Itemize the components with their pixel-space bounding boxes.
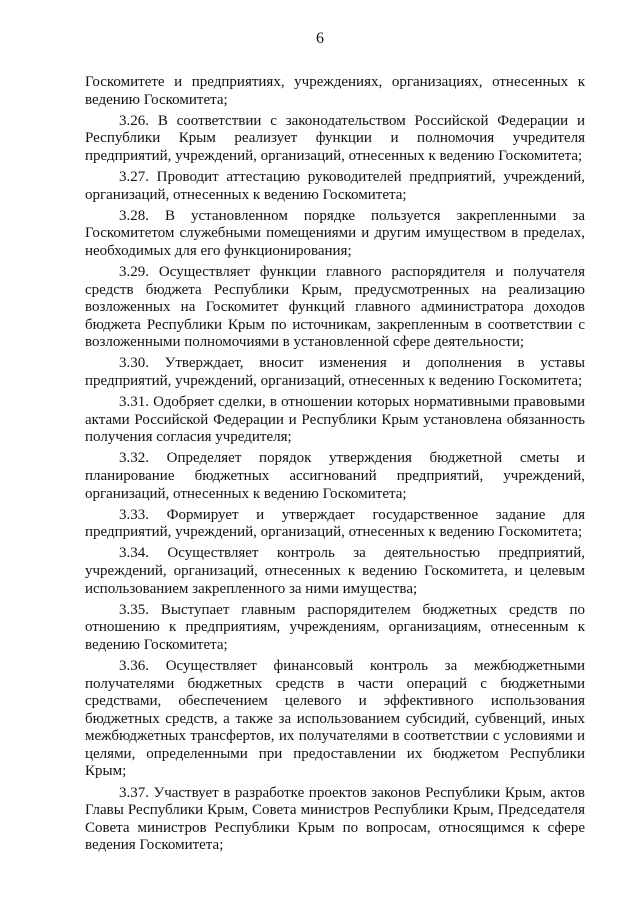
paragraph-3-35: 3.35. Выступает главным распорядителем бюджетных средств по отношению к предприятиям, учреждениям, организациям, отнесенным к ведению Госкомитета; (85, 601, 585, 653)
paragraph-3-34: 3.34. Осуществляет контроль за деятельностью предприятий, учреждений, организаций, отнесенных к ведению Госкомитета, и целевым использованием закрепленного за ними имущества; (85, 545, 585, 597)
paragraph-3-33: 3.33. Формирует и утверждает государственное задание для предприятий, учреждений, организаций, отнесенных к ведению Госкомитета; (85, 506, 585, 541)
page-number: 6 (316, 30, 324, 47)
paragraph-3-29: 3.29. Осуществляет функции главного распорядителя и получателя средств бюджета Республики Крым, предусмотренных на реализацию возложенных на Госкомитет функций главного администратора доходов бюджета Республики Крым по источникам, закрепленным в соответствии с возложенными полномочиями в установленной сфере деятельности; (85, 263, 585, 351)
paragraph-3-27: 3.27. Проводит аттестацию руководителей предприятий, учреждений, организаций, отнесенных к ведению Госкомитета; (85, 168, 585, 203)
paragraph-3-30: 3.30. Утверждает, вносит изменения и дополнения в уставы предприятий, учреждений, организаций, отнесенных к ведению Госкомитета; (85, 355, 585, 389)
document-body (85, 74, 585, 855)
paragraph-3-32: 3.32. Определяет порядок утверждения бюджетной сметы и планирование бюджетных ассигнований предприятий, учреждений, организаций, отнесенных к ведению Госкомитета; (85, 450, 585, 502)
paragraph-3-26: 3.26. В соответствии с законодательством Российской Федерации и Республики Крым реализует функции и полномочия учредителя предприятий, учреждений, организаций, отнесенных к ведению Госкомитета; (85, 112, 585, 164)
paragraph-3-28: 3.28. В установленном порядке пользуется закрепленными за Госкомитетом служебными помещениями и другим имуществом в пределах, необходимых для его функционирования; (85, 207, 585, 259)
paragraph-continuation: Госкомитете и предприятиях, учреждениях, организациях, отнесенных к ведению Госкомитета; (85, 74, 585, 108)
paragraph-3-31: 3.31. Одобряет сделки, в отношении которых нормативными правовыми актами Российской Федерации и Республики Крым установлена обязанность получения согласия учредителя; (85, 394, 585, 446)
paragraph-3-36: 3.36. Осуществляет финансовый контроль за межбюджетными получателями бюджетных средств в части операций с бюджетными средствами, обеспечением целевого и эффективного использования бюджетных средств, а также за использованием субсидий, субвенций, иных межбюджетных трансфертов, их получателями в соответствии с условиями и целями, определенными при предоставлении их бюджетом Республики Крым; (85, 657, 585, 780)
paragraph-3-37: 3.37. Участвует в разработке проектов законов Республики Крым, актов Главы Республики Крым, Совета министров Республики Крым, Председателя Совета министров Республики Крым по вопросам, относящимся к сфере ведения Госкомитета; (85, 784, 585, 854)
